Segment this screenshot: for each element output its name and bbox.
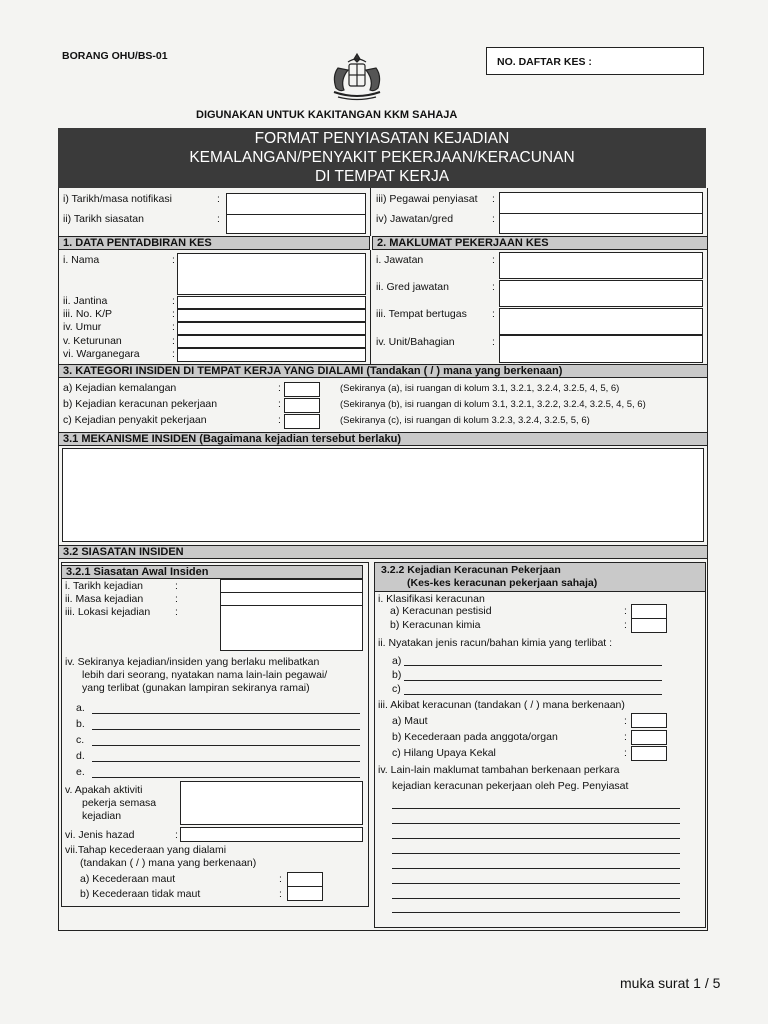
fatal-injury-label: a) Kecederaan maut [80,873,176,885]
incident-time-label: ii. Masa kejadian [65,593,144,605]
activity-field[interactable] [180,781,363,825]
ethnicity-field[interactable] [177,335,366,348]
chemical-b-label: b) [392,669,402,681]
section-3-2-2-header [374,562,706,592]
unit-label: iv. Unit/Bahagian [376,336,455,348]
poisoning-note: (Sekiranya (b), isi ruangan di kolum 3.1, 3.2.1, 3.2.2, 3.2.4, 3.2.5, 4, 5, 6) [340,399,646,410]
activity-label-3: kejadian [82,810,122,822]
involved-persons-text-2: lebih dari seorang, nyatakan nama lain-lain pegawai/ [82,669,328,681]
chemical-poisoning-label: b) Keracunan kimia [390,619,481,631]
additional-info-line[interactable] [392,883,680,884]
person-c-label: c. [76,734,85,746]
poisoning-effect-label: iii. Akibat keracunan (tandakan ( / ) mana berkenaan) [378,699,625,711]
hazard-type-label: vi. Jenis hazad [65,829,135,841]
accident-checkbox[interactable] [284,382,320,397]
ic-number-label: iii. No. K/P [63,308,113,320]
incident-location-label: iii. Lokasi kejadian [65,606,151,618]
hazard-type-field[interactable] [180,827,363,842]
investigation-date-label: ii) Tarikh siasatan [63,213,144,225]
accident-option-label: a) Kejadian kemalangan [63,382,177,394]
person-e-line[interactable] [92,777,360,778]
position-grade-label: iv) Jawatan/gred [376,213,454,225]
ethnicity-label: v. Keturunan [63,335,122,347]
permanent-disability-label: c) Hilang Upaya Kekal [392,747,496,759]
pesticide-poisoning-label: a) Keracunan pestisid [390,605,492,617]
name-field[interactable] [177,253,366,295]
form-code: BORANG OHU/BS-01 [62,50,168,62]
name-label: i. Nama [63,254,100,266]
notification-date-field[interactable] [226,193,366,215]
injury-level-label-1: vii.Tahap kecederaan yang dialami [65,844,227,856]
organ-injury-label: b) Kecederaan pada anggota/organ [392,731,558,743]
form-title-banner [58,128,706,188]
occupational-disease-note: (Sekiranya (c), isi ruangan di kolum 3.2.3, 3.2.4, 3.2.5, 5, 6) [340,415,590,426]
title-line-3: DI TEMPAT KERJA [314,168,450,185]
person-a-line[interactable] [92,713,360,714]
chemical-poisoning-checkbox[interactable] [631,618,667,633]
chemical-a-label: a) [392,655,402,667]
additional-info-line[interactable] [392,912,680,913]
section-3-2-2-subtitle: (Kes-kes keracunan pekerjaan sahaja) [407,577,598,589]
gender-field[interactable] [177,296,366,309]
unit-field[interactable] [499,335,703,363]
section-3-2-1-header: 3.2.1 Siasatan Awal Insiden [61,565,363,579]
incident-date-field[interactable] [220,579,363,593]
malaysia-coat-of-arms-logo [326,50,388,102]
additional-info-line[interactable] [392,823,680,824]
activity-label-1: v. Apakah aktiviti [65,784,143,796]
workplace-label: iii. Tempat bertugas [376,308,467,320]
death-label: a) Maut [392,715,428,727]
person-b-label: b. [76,718,85,730]
non-fatal-injury-checkbox[interactable] [287,886,323,901]
fatal-injury-checkbox[interactable] [287,872,323,887]
chemical-a-line[interactable] [404,665,662,666]
involved-persons-text-1: iv. Sekiranya kejadian/insiden yang berlaku melibatkan [65,656,320,668]
incident-time-field[interactable] [220,592,363,606]
poisoning-checkbox[interactable] [284,398,320,413]
person-c-line[interactable] [92,745,360,746]
additional-info-label-1: iv. Lain-lain maklumat tambahan berkenaan perkara [378,764,620,776]
ic-number-field[interactable] [177,309,366,322]
chemical-b-line[interactable] [404,680,662,681]
title-line-2: KEMALANGAN/PENYAKIT PEKERJAAN/KERACUNAN [189,149,575,166]
investigator-label: iii) Pegawai penyiasat [376,193,478,205]
occupational-disease-checkbox[interactable] [284,414,320,429]
poisoning-option-label: b) Kejadian keracunan pekerjaan [63,398,218,410]
person-d-label: d. [76,750,85,762]
nationality-label: vi. Warganegara [63,348,140,360]
page-number: muka surat 1 / 5 [620,975,721,991]
additional-info-line[interactable] [392,868,680,869]
involved-persons-text-3: yang terlibat (gunakan lampiran sekiranya ramai) [82,682,310,694]
job-grade-label: ii. Gred jawatan [376,281,449,293]
section-2-header: 2. MAKLUMAT PEKERJAAN KES [372,236,708,250]
death-checkbox[interactable] [631,713,667,728]
job-title-label: i. Jawatan [376,254,424,266]
workplace-field[interactable] [499,308,703,335]
additional-info-line[interactable] [392,838,680,839]
pesticide-poisoning-checkbox[interactable] [631,604,667,619]
position-grade-field[interactable] [499,213,703,234]
gender-label: ii. Jantina [63,295,108,307]
section-3-2-header: 3.2 SIASATAN INSIDEN [58,545,708,559]
person-a-label: a. [76,702,85,714]
person-d-line[interactable] [92,761,360,762]
organ-injury-checkbox[interactable] [631,730,667,745]
additional-info-line[interactable] [392,808,680,809]
section-3-2-2-title: 3.2.2 Kejadian Keracunan Pekerjaan [381,564,561,576]
additional-info-label-2: kejadian keracunan pekerjaan oleh Peg. Penyiasat [392,780,629,792]
accident-note: (Sekiranya (a), isi ruangan di kolum 3.1, 3.2.1, 3.2.4, 3.2.5, 4, 5, 6) [340,383,620,394]
section-3-header: 3. KATEGORI INSIDEN DI TEMPAT KERJA YANG DIALAMI (Tandakan ( / ) mana yang berkenaan) [58,364,708,378]
investigation-date-field[interactable] [226,214,366,234]
staff-note: DIGUNAKAN UNTUK KAKITANGAN KKM SAHAJA [196,109,458,121]
activity-label-2: pekerja semasa [82,797,157,809]
permanent-disability-checkbox[interactable] [631,746,667,761]
job-grade-field[interactable] [499,280,703,307]
incident-location-field[interactable] [220,605,363,651]
case-number-box[interactable] [486,47,704,75]
incident-mechanism-field[interactable] [62,448,704,542]
job-title-field[interactable] [499,252,703,279]
notification-date-label: i) Tarikh/masa notifikasi [63,193,172,205]
chemical-c-line[interactable] [404,694,662,695]
title-line-1: FORMAT PENYIASATAN KEJADIAN [254,130,510,147]
injury-level-label-2: (tandakan ( / ) mana yang berkenaan) [80,857,257,869]
person-b-line[interactable] [92,729,360,730]
nationality-field[interactable] [177,348,366,362]
age-label: iv. Umur [63,321,102,333]
section-3-1-header: 3.1 MEKANISME INSIDEN (Bagaimana kejadian tersebut berlaku) [58,432,708,446]
occupational-disease-option-label: c) Kejadian penyakit pekerjaan [63,414,207,426]
chemical-type-label: ii. Nyatakan jenis racun/bahan kimia yang terlibat : [378,637,613,649]
non-fatal-injury-label: b) Kecederaan tidak maut [80,888,201,900]
section-1-header: 1. DATA PENTADBIRAN KES [58,236,370,250]
person-e-label: e. [76,766,85,778]
additional-info-line[interactable] [392,898,680,899]
chemical-c-label: c) [392,683,401,695]
incident-date-label: i. Tarikh kejadian [65,580,144,592]
investigator-field[interactable] [499,192,703,214]
poisoning-classification-label: i. Klasifikasi keracunan [378,593,485,605]
age-field[interactable] [177,322,366,335]
additional-info-line[interactable] [392,853,680,854]
case-number-label: NO. DAFTAR KES : [497,56,592,68]
